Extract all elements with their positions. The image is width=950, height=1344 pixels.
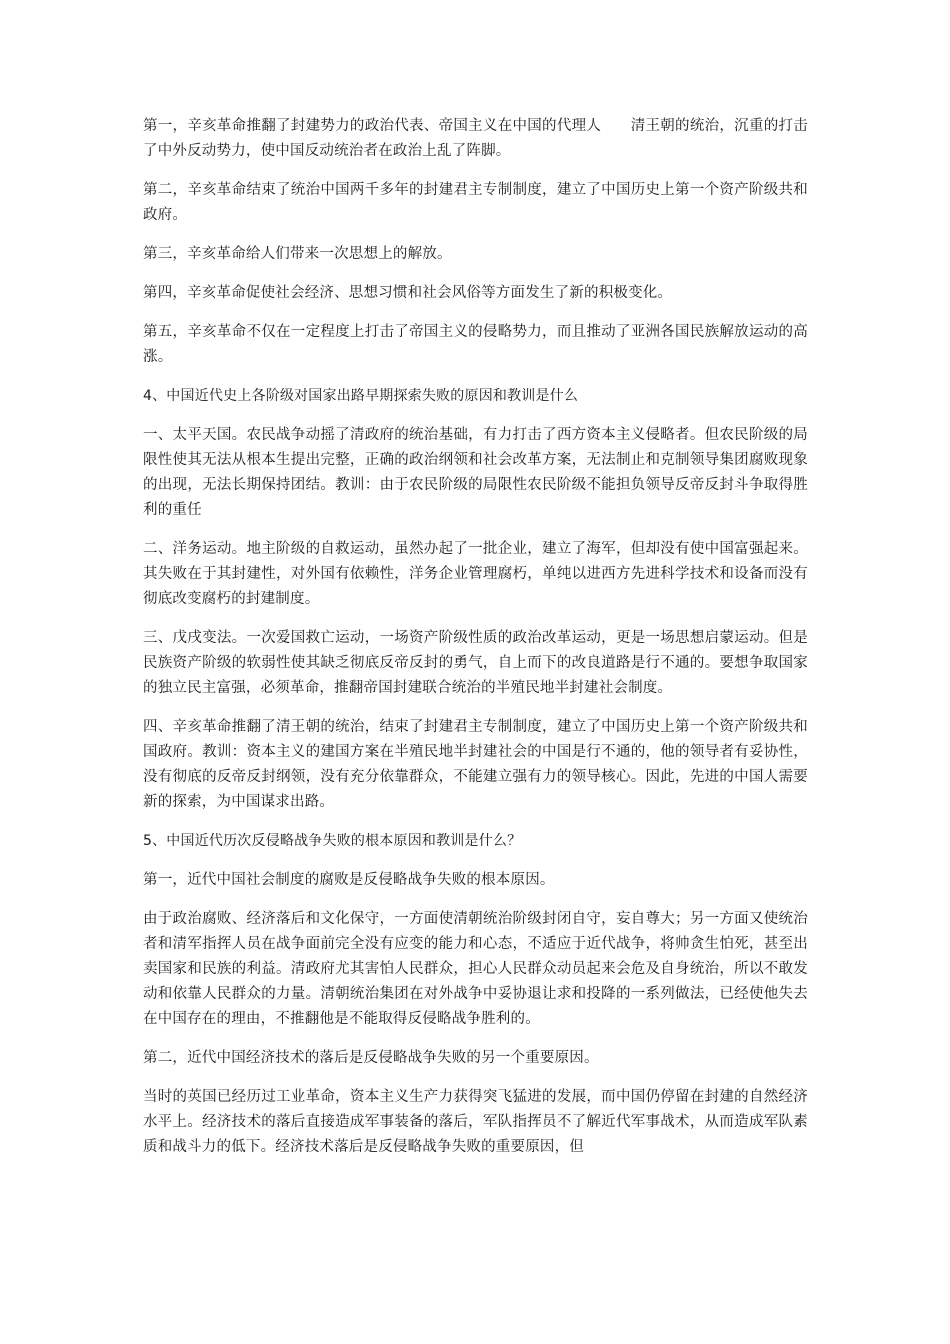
question-heading: 5、中国近代历次反侵略战争失败的根本原因和教训是什么？	[143, 833, 522, 849]
question-heading: 4、中国近代史上各阶级对国家出路早期探索失败的原因和教训是什么	[143, 388, 579, 404]
paragraph: 第四，辛亥革命促使社会经济、思想习惯和社会风俗等方面发生了新的积极变化。	[143, 285, 673, 301]
paragraph: 四、辛亥革命推翻了清王朝的统治，结束了封建君主专制制度，建立了中国历史上第一个资产阶级共和国政府。教训：资本主义的建国方案在半殖民地半封建社会的中国是行不通的，他的领导者有妥协性，没有彻底的反帝反封纲领，没有充分依靠群众，不能建立强有力的领导核心。因此，先进的中国人需要新的探索，为中国谋求出路。	[143, 719, 808, 810]
paragraph: 第三，辛亥革命给人们带来一次思想上的解放。	[143, 246, 452, 262]
paragraph: 第二，辛亥革命结束了统治中国两千多年的封建君主专制制度，建立了中国历史上第一个资产阶级共和政府。	[143, 182, 808, 223]
paragraph: 当时的英国已经历过工业革命，资本主义生产力获得突飞猛进的发展，而中国仍停留在封建的自然经济水平上。经济技术的落后直接造成军事装备的落后，军队指挥员不了解近代军事战术，从而造成军队素质和战斗力的低下。经济技术落后是反侵略战争失败的重要原因，但	[143, 1089, 808, 1155]
paragraph: 由于政治腐败、经济落后和文化保守，一方面使清朝统治阶级封闭自守，妄自尊大；另一方面又使统治者和清军指挥人员在战争面前完全没有应变的能力和心态，不适应于近代战争，将帅贪生怕死，甚至出卖国家和民族的利益。清政府尤其害怕人民群众，担心人民群众动员起来会危及自身统治，所以不敢发动和依靠人民群众的力量。清朝统治集团在对外战争中妥协退让求和投降的一系列做法，已经使他失去在中国存在的理由，不推翻他是不能取得反侵略战争胜利的。	[143, 911, 808, 1027]
paragraph: 三、戊戌变法。一次爱国救亡运动，一场资产阶级性质的政治改革运动，更是一场思想启蒙运动。但是民族资产阶级的软弱性使其缺乏彻底反帝反封的勇气，自上而下的改良道路是行不通的。要想争取国家的独立民主富强，必须革命，推翻帝国封建联合统治的半殖民地半封建社会制度。	[143, 630, 808, 696]
paragraph: 第二，近代中国经济技术的落后是反侵略战争失败的另一个重要原因。	[143, 1050, 599, 1066]
paragraph: 二、洋务运动。地主阶级的自救运动，虽然办起了一批企业，建立了海军，但却没有使中国富强起来。其失败在于其封建性，对外国有依赖性，洋务企业管理腐朽，单纯以进西方先进科学技术和设备而没有彻底改变腐朽的封建制度。	[143, 541, 808, 607]
paragraph: 第一，近代中国社会制度的腐败是反侵略战争失败的根本原因。	[143, 872, 555, 888]
document-body	[143, 114, 808, 1174]
paragraph: 第一，辛亥革命推翻了封建势力的政治代表、帝国主义在中国的代理人 清王朝的统治，沉重的打击了中外反动势力，使中国反动统治者在政治上乱了阵脚。	[143, 118, 808, 159]
paragraph: 一、太平天国。农民战争动摇了清政府的统治基础，有力打击了西方资本主义侵略者。但农民阶级的局限性使其无法从根本生提出完整，正确的政治纲领和社会改革方案，无法制止和克制领导集团腐败现象的出现，无法长期保持团结。教训：由于农民阶级的局限性农民阶级不能担负领导反帝反封斗争取得胜利的重任	[143, 427, 808, 518]
paragraph: 第五，辛亥革命不仅在一定程度上打击了帝国主义的侵略势力，而且推动了亚洲各国民族解放运动的高涨。	[143, 324, 808, 365]
